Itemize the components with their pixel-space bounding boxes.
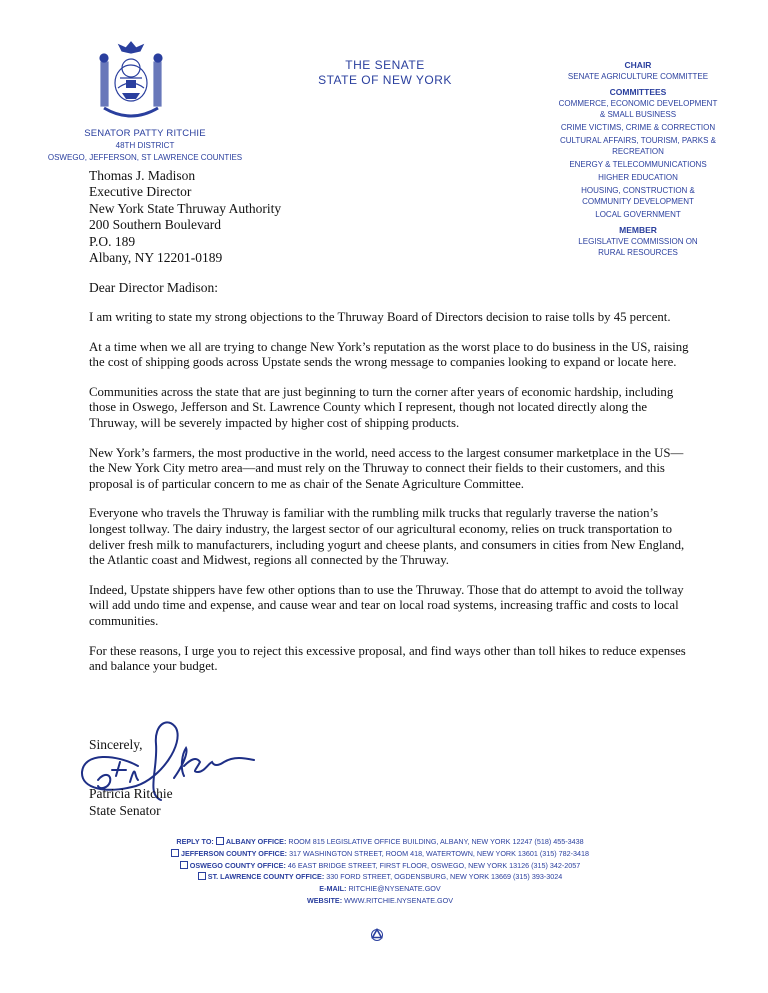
committee-item: HIGHER EDUCATION	[598, 173, 678, 182]
closing: Sincerely,	[89, 737, 143, 752]
senate-header	[300, 58, 470, 88]
senate-line-2: STATE OF NEW YORK	[318, 73, 452, 87]
letter-body	[89, 310, 689, 689]
member-heading: MEMBER	[619, 225, 657, 235]
footer-albany	[110, 836, 650, 848]
committee-item: COMMUNITY DEVELOPMENT	[582, 197, 694, 206]
checkbox-icon	[180, 861, 188, 869]
jefferson-text: 317 WASHINGTON STREET, ROOM 418, WATERTOWN, NEW YORK 13601 (315) 782-3418	[289, 848, 590, 858]
recipient-line: Thomas J. Madison	[89, 168, 196, 183]
email-label: E-MAIL:	[319, 884, 347, 894]
committee-item: ENERGY & TELECOMMUNICATIONS	[569, 160, 707, 169]
website-text: WWW.RITCHIE.NYSENATE.GOV	[344, 895, 454, 905]
signer-name: Patricia Ritchie	[89, 786, 173, 801]
checkbox-icon	[171, 849, 179, 857]
stlawrence-text: 330 FORD STREET, OGDENSBURG, NEW YORK 13669 (315) 393-3024	[326, 872, 563, 882]
email-text: RITCHIE@NYSENATE.GOV	[348, 884, 441, 894]
footer-jefferson	[110, 848, 650, 860]
signer-block	[89, 786, 173, 819]
recipient-line: Albany, NY 12201-0189	[89, 250, 223, 266]
reply-label: REPLY TO:	[176, 837, 214, 846]
oswego-text: 46 EAST BRIDGE STREET, FIRST FLOOR, OSWEGO, NEW YORK 13126 (315) 342-2057	[287, 860, 581, 870]
jefferson-label: JEFFERSON COUNTY OFFICE:	[180, 848, 288, 858]
body-paragraph: I am writing to state my strong objections to the Thruway Board of Directors decision to raise tolls by 45 percent.	[89, 310, 671, 324]
new-york-state-seal-icon	[92, 38, 170, 124]
website-label: WEBSITE:	[306, 895, 343, 905]
body-paragraph: For these reasons, I urge you to reject this excessive proposal, and find ways other than toll hikes to reduce expenses and balance your budget.	[89, 643, 686, 674]
recycle-icon	[370, 928, 384, 942]
oswego-label: OSWEGO COUNTY OFFICE:	[189, 860, 286, 870]
committees-heading: COMMITTEES	[609, 87, 667, 97]
albany-text: ROOM 815 LEGISLATIVE OFFICE BUILDING, ALBANY, NEW YORK 12247 (518) 455-3438	[288, 837, 584, 846]
footer-contacts	[110, 836, 650, 907]
committees-column	[548, 60, 728, 258]
recipient-line: Executive Director	[89, 184, 192, 200]
chair-heading: CHAIR	[624, 60, 652, 70]
chair-item: SENATE AGRICULTURE COMMITTEE	[567, 72, 709, 81]
albany-label: ALBANY OFFICE:	[225, 837, 287, 846]
stlawrence-label: ST. LAWRENCE COUNTY OFFICE:	[207, 872, 325, 882]
committee-item: RECREATION	[612, 147, 664, 156]
body-paragraph: Indeed, Upstate shippers have few other options than to use the Thruway. Those that do attempt to avoid the tollway will add undo time and expense, and cause wear and tear on local road systems, increasing traffic and costs to local communities.	[89, 582, 684, 628]
committee-item: LOCAL GOVERNMENT	[595, 210, 681, 219]
member-item: RURAL RESOURCES	[598, 248, 678, 257]
recipient-line: P.O. 189	[89, 233, 136, 249]
body-paragraph: At a time when we all are trying to change New York’s reputation as the worst place to do business in the US, raising the cost of shipping goods across Upstate sends the wrong message to companies looking to expand or locate here.	[89, 339, 689, 370]
footer-website	[110, 895, 650, 907]
salutation: Dear Director Madison:	[89, 280, 218, 295]
recipient-line: 200 Southern Boulevard	[89, 217, 221, 233]
sender-district: 48TH DISTRICT	[115, 141, 175, 150]
sender-name: SENATOR PATTY RITCHIE	[84, 128, 206, 139]
footer-stlawrence	[110, 871, 650, 883]
signer-title: State Senator	[89, 802, 161, 818]
recipient-line: New York State Thruway Authority	[89, 200, 282, 216]
committee-item: & SMALL BUSINESS	[599, 110, 677, 119]
committee-item: CRIME VICTIMS, CRIME & CORRECTION	[560, 123, 716, 132]
footer-oswego	[110, 860, 650, 872]
committee-item: COMMERCE, ECONOMIC DEVELOPMENT	[558, 99, 718, 108]
recipient-address	[89, 168, 281, 266]
checkbox-icon	[216, 837, 224, 845]
committee-item: CULTURAL AFFAIRS, TOURISM, PARKS &	[559, 136, 717, 145]
footer-email	[110, 883, 650, 895]
body-paragraph: Communities across the state that are just beginning to turn the corner after years of economic hardship, including those in Oswego, Jefferson and St. Lawrence County which I represent, though not located directly along the Thruway, will be severely impacted by higher cost of shipping products.	[89, 384, 674, 430]
member-item: LEGISLATIVE COMMISSION ON	[578, 237, 698, 246]
senate-line-1: THE SENATE	[345, 58, 425, 72]
committee-item: HOUSING, CONSTRUCTION &	[581, 186, 695, 195]
body-paragraph: New York’s farmers, the most productive in the world, need access to the largest consumer marketplace in the US—the New York City metro area—and must rely on the Thruway to connect their fields to their customers, and this proposal is of particular concern to me as chair of the Senate Agriculture Committee.	[89, 445, 684, 491]
sender-block	[30, 128, 260, 164]
sender-counties: OSWEGO, JEFFERSON, ST LAWRENCE COUNTIES	[47, 153, 243, 162]
checkbox-icon	[198, 872, 206, 880]
body-paragraph: Everyone who travels the Thruway is familiar with the rumbling milk trucks that regularly traverse the nation’s longest tollway. The dairy industry, the largest sector of our agricultural economy, relies on truck transportation to deliver fresh milk to manufacturers, including yogurt and cheese plants, and consumers in cities from New England, the Atlantic coast and Midwest, regions all connected by the Thruway.	[89, 506, 685, 568]
